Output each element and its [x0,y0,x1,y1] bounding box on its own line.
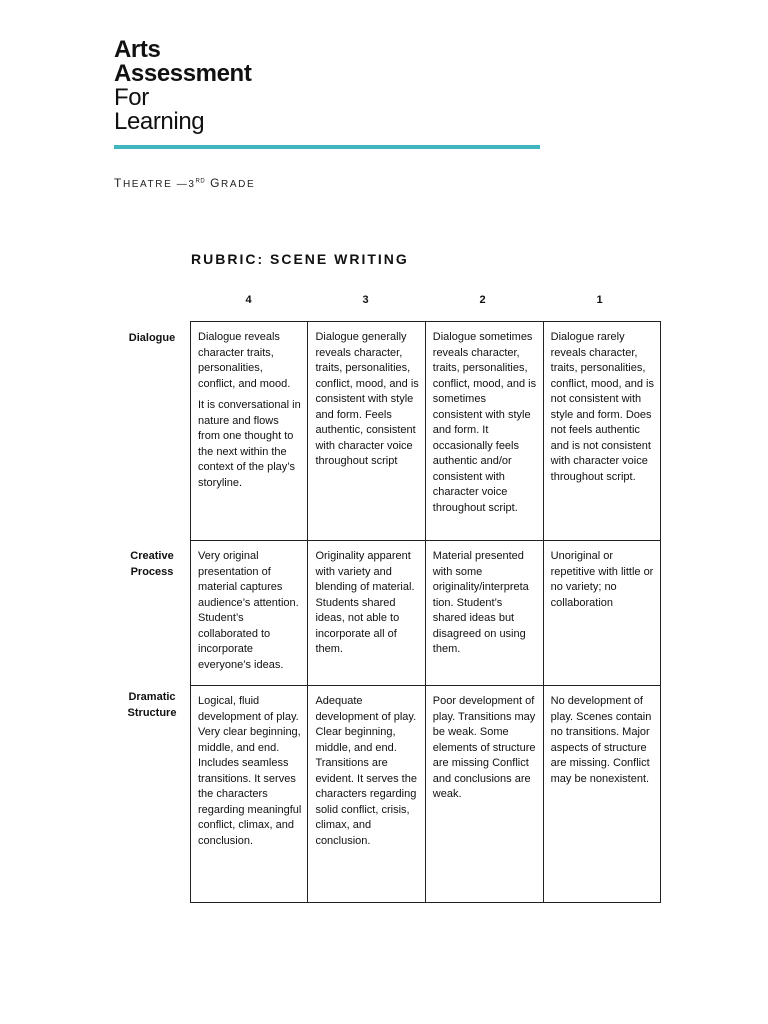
cell-text: Dialogue reveals character traits, personalities, conflict, and mood. [198,331,291,390]
rubric-title: RUBRIC: SCENE WRITING [191,251,409,267]
row-label-creative-process [117,548,187,580]
score-header-4: 4 [245,294,252,306]
cell-text: It is conversational in nature and flows from one thought to the next within the context of the play’s storyline. [198,399,301,489]
cell-dramatic-3 [308,686,425,903]
cell-dramatic-1 [543,686,660,903]
table-row-dramatic-structure [191,686,661,903]
score-header-1: 1 [596,294,603,306]
cell-text: Material presented with some originality/interpreta tion. Student’s shared ideas but disagreed on using them. [432,550,529,655]
cell-creative-2 [425,541,543,686]
cell-text: Dialogue generally reveals character, traits, personalities, conflict, mood, and is consistent with style and form. Feels authentic, consistent with character voice throughout script [315,331,419,467]
subject-initial-g: G [205,176,222,190]
subject-heading [114,176,255,190]
cell-text: Dialogue sometimes reveals character, traits, personalities, conflict, mood, and is sometimes consistent with style and form. It occasionally feels authentic and/or consistent with character voice throughout script. [432,331,537,514]
row-label-dialogue [117,330,187,346]
row-label-line: Dialogue [128,332,176,344]
subject-grade-number: —3 [172,179,196,190]
row-label-line: Creative [130,550,174,562]
rubric-table [190,321,661,903]
cell-text: Logical, fluid development of play. Very clear beginning, middle, and end. Includes seamless transitions. It serves the characters regarding meaningful conflict, climax, and conclusion. [198,695,302,847]
logo-line-learning: Learning [114,108,205,135]
cell-text: Originality apparent with variety and blending of material. Students shared ideas, not able to incorporate all of them. [315,550,415,655]
cell-dialogue-1 [543,322,660,541]
cell-text: Dialogue rarely reveals character, traits, personalities, conflict, mood, and is not consistent with style and form. Does not feels authentic and is not consistent with character voice throughout script. [550,331,654,483]
row-label-dramatic-structure [117,689,187,721]
cell-creative-1 [543,541,660,686]
cell-text: No development of play. Scenes contain no transitions. Major aspects of structure are missing. Conflict may be nonexistent. [550,695,652,785]
table-row-dialogue [191,322,661,541]
cell-text: Unoriginal or repetitive with little or no variety; no collaboration [550,550,654,609]
logo-line-for: For [114,84,149,111]
subject-initial-t: T [114,176,123,190]
row-label-line: Dramatic [128,691,176,703]
subject-grade: RADE [221,179,256,190]
cell-creative-3 [308,541,425,686]
cell-dramatic-2 [425,686,543,903]
header-divider [114,145,540,149]
subject-ordinal: RD [195,178,206,185]
logo [114,38,251,134]
cell-dramatic-4 [191,686,308,903]
cell-dialogue-3 [308,322,425,541]
cell-dialogue-2 [425,322,543,541]
cell-creative-4 [191,541,308,686]
row-label-line: Structure [127,707,177,719]
score-header-2: 2 [479,294,486,306]
score-header-3: 3 [362,294,369,306]
row-label-line: Process [130,566,174,578]
table-row-creative-process [191,541,661,686]
cell-text: Poor development of play. Transitions may be weak. Some elements of structure are missing Conflict and conclusions are weak. [432,695,536,800]
subject-theatre: HEATRE [122,179,173,190]
logo-line-arts: Arts [114,36,161,63]
logo-line-assessment: Assessment [114,60,252,87]
cell-text: Very original presentation of material captures audience’s attention. Student’s collaborated to incorporate everyone’s ideas. [198,550,299,671]
cell-dialogue-4 [191,322,308,541]
cell-text: Adequate development of play. Clear beginning, middle, and end. Transitions are evident. It serves the characters regarding solid conflict, crisis, climax, and conclusion. [315,695,417,847]
